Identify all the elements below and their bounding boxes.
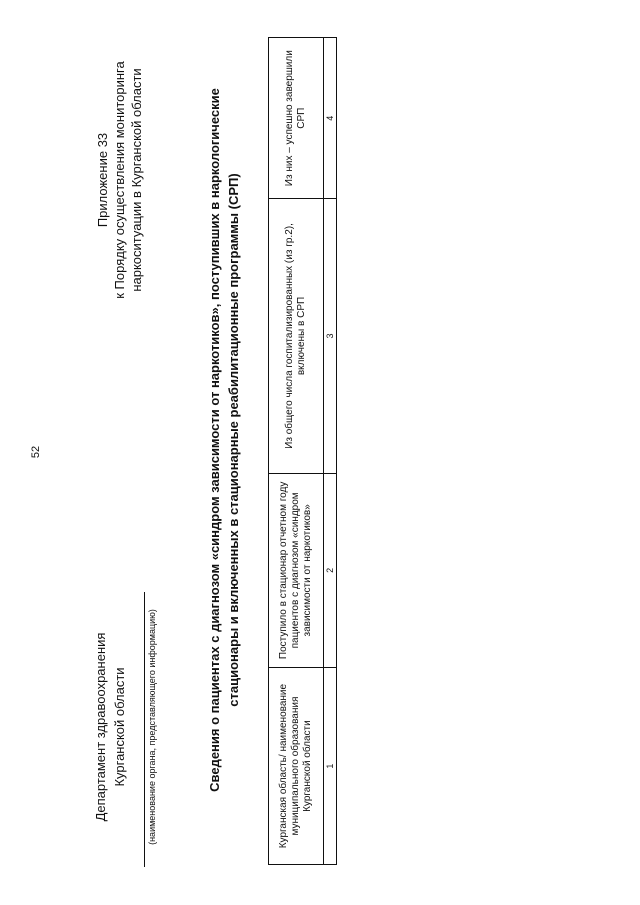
table-column-number-row [324, 38, 337, 865]
document-title-line-1: Сведения о пациентах с диагнозом «синдром зависимости от наркотиков», поступивших в наркологические [207, 88, 222, 792]
column-number-1: 1 [324, 668, 337, 865]
column-number-2: 2 [324, 473, 337, 668]
table-header-included-srp: Из общего числа госпитализированных (из гр.2), включены в СРП [269, 199, 324, 473]
table-header-completed-srp: Из них – успешно завершили СРП [269, 38, 324, 199]
appendix-line-1: Приложение 33 [95, 132, 110, 228]
organization-name-line-2: Курганской области [112, 667, 127, 787]
organization-hint: (наименование органа, представляющего информацию) [147, 609, 157, 845]
page-number: 52 [30, 445, 42, 459]
document-title-line-2: стационары и включенных в стационарные реабилитационные программы (СРП) [226, 173, 241, 707]
column-number-4: 4 [324, 38, 337, 199]
table-header-row [269, 38, 324, 865]
signature-rule [144, 592, 145, 867]
appendix-line-2: к Порядку осуществления мониторинга [112, 61, 127, 299]
appendix-block [94, 30, 145, 330]
table-header-region: Курганская область/ наименование муниципального образования Курганской области [269, 668, 324, 865]
organization-block [92, 587, 157, 867]
appendix-line-3: наркоситуации в Курганской области [129, 68, 144, 292]
table-header-admitted: Поступило в стационар отчетном году пациентов с диагнозом «синдром зависимости от наркотиков» [269, 473, 324, 668]
document-title [205, 45, 243, 835]
organization-name-line-1: Департамент здравоохранения [93, 632, 108, 822]
column-number-3: 3 [324, 199, 337, 473]
report-table [268, 37, 337, 865]
